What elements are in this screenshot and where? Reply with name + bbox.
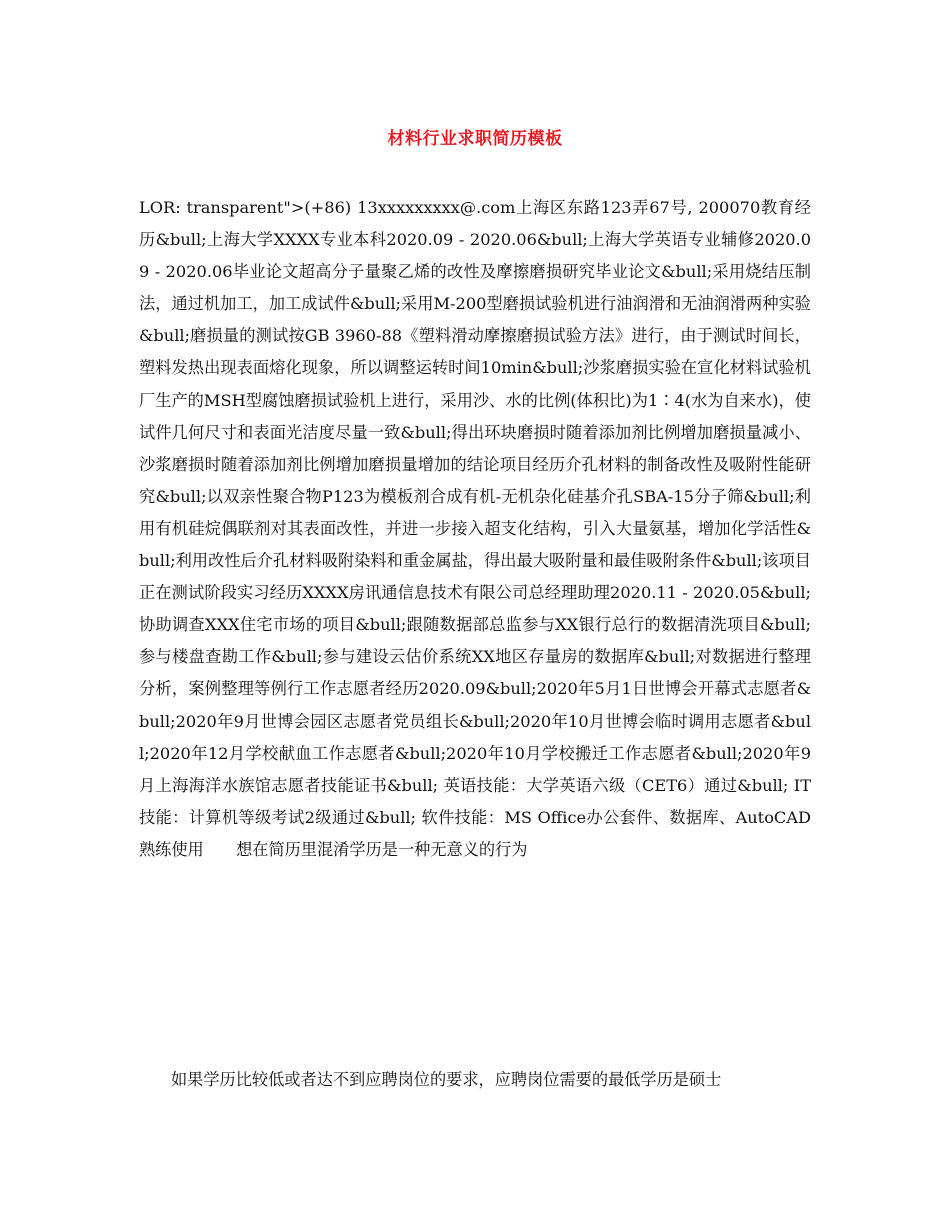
education-advice-paragraph: 如果学历比较低或者达不到应聘岗位的要求，应聘岗位需要的最低学历是硕士: [171, 1070, 722, 1089]
document-title: 材料行业求职简历模板: [387, 129, 563, 149]
resume-body-text: LOR: transparent">(+86) 13xxxxxxxxx@.com上海区东路123弄67号, 200070教育经历&bull;上海大学XXXX专业本科2020.09 - 2020.06&bull;上海大学英语专业辅修2020.09 - 2020.06毕业论文超高分子量聚乙烯的改性及摩擦磨损研究毕业论文&bull;采用烧结压制法，通过机加工，加工成试件&bull;采用M-200型磨损试验机进行油润滑和无油润滑两种实验&bull;磨损量的测试按GB 3960-88《塑料滑动摩擦磨损试验方法》进行，由于测试时间长，塑料发热出现表面熔化现象，所以调整运转时间10min&bull;沙浆磨损实验在宣化材料试验机厂生产的MSH型腐蚀磨损试验机上进行，采用沙、水的比例(体积比)为1∶4(水为自来水)，使试件几何尺寸和表面光洁度尽量一致&bull;得出环块磨损时随着添加剂比例增加磨损量减小、沙浆磨损时随着添加剂比例增加磨损量增加的结论项目经历介孔材料的制备改性及吸附性能研究&bull;以双亲性聚合物P123为模板剂合成有机-无机杂化硅基介孔SBA-15分子筛&bull;利用有机硅烷偶联剂对其表面改性，并进一步接入超支化结构，引入大量氨基，增加化学活性&bull;利用改性后介孔材料吸附染料和重金属盐，得出最大吸附量和最佳吸附条件&bull;该项目正在测试阶段实习经历XXXX房讯通信息技术有限公司总经理助理2020.11 - 2020.05&bull;协助调查XXX住宅市场的项目&bull;跟随数据部总监参与XX银行总行的数据清洗项目&bull;参与楼盘查勘工作&bull;参与建设云估价系统XX地区存量房的数据库&bull;对数据进行整理分析，案例整理等例行工作志愿者经历2020.09&bull;2020年5月1日世博会开幕式志愿者&bull;2020年9月世博会园区志愿者党员组长&bull;2020年10月世博会临时调用志愿者&bull;2020年12月学校献血工作志愿者&bull;2020年10月学校搬迁工作志愿者&bull;2020年9月上海海洋水族馆志愿者技能证书&bull; 英语技能：大学英语六级（CET6）通过&bull; IT技能：计算机等级考试2级通过&bull; 软件技能：MS Office办公套件、数据库、AutoCAD熟练使用 想在简历里混淆学历是一种无意义的行为: [139, 198, 811, 859]
